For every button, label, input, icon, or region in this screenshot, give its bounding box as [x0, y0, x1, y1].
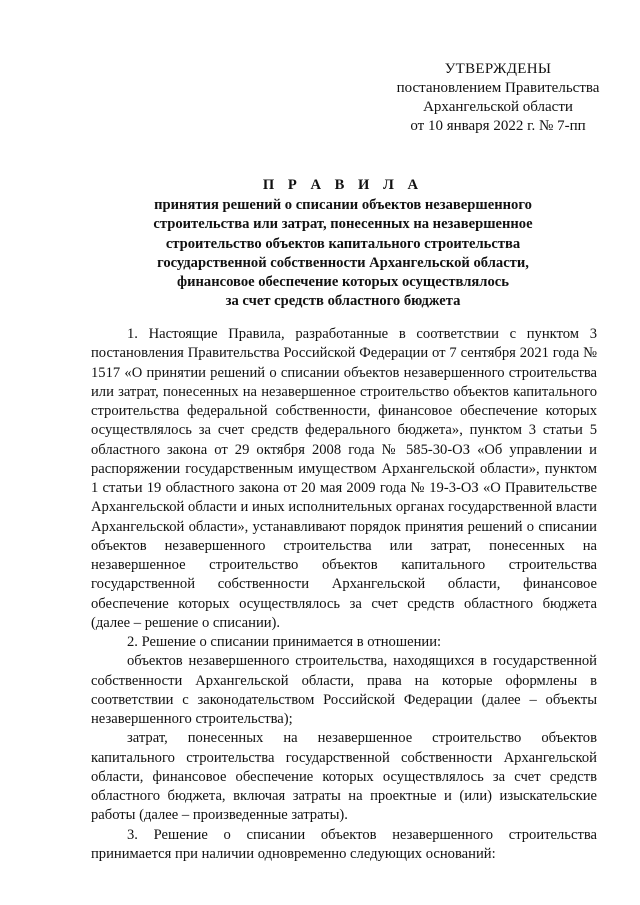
title-line: финансовое обеспечение которых осуществлялось [177, 274, 509, 291]
title-line: за счет средств областного бюджета [225, 293, 461, 310]
title-line: строительства или затрат, понесенных на незавершенное [153, 216, 533, 233]
document-body [91, 325, 597, 864]
title-heading: П Р А В И Л А [262, 177, 424, 193]
title-line: принятия решений о списании объектов незавершенного [154, 197, 532, 214]
paragraph-1: 1. Настоящие Правила, разработанные в соответствии с пунктом 3 постановления Правительства Российской Федерации от 7 сентября 2021 года № 1517 «О принятии решений о списании объектов незавершенного строительства или затрат, понесенных на незавершенное строительство объектов капитального строительства федеральной собственности, финансовое обеспечение которых осуществлялось за счет средств федерального бюджета», пунктом 3 статьи 5 областного закона от 29 октября 2008 года № 585-30-ОЗ «Об управлении и распоряжении государственным имуществом Архангельской области», пунктом 1 статьи 19 областного закона от 20 мая 2009 года № 19-3-ОЗ «О Правительстве Архангельской области и иных исполнительных органах государственной власти Архангельской области», устанавливают порядок принятия решений о списании объектов незавершенного строительства или затрат, понесенных на незавершенное строительство объектов капитального строительства государственной собственности Архангельской области, финансовое обеспечение которых осуществлялось за счет средств областного бюджета (далее – решение о списании). [91, 326, 597, 631]
paragraph-3: 3. Решение о списании объектов незавершенного строительства принимается при наличии одновременно следующих оснований: [91, 826, 597, 862]
approval-line-date: от 10 января 2022 г. № 7-пп [410, 118, 586, 134]
title-line: строительство объектов капитального строительства [165, 235, 521, 252]
document-title [86, 176, 600, 311]
approval-line-resolution: постановлением Правительства [396, 80, 600, 96]
title-line: государственной собственности Архангельской области, [157, 254, 529, 271]
paragraph-2: 2. Решение о списании принимается в отношении: [127, 634, 442, 650]
approval-title: УТВЕРЖДЕНЫ [444, 61, 552, 77]
approval-line-region: Архангельской области [423, 99, 573, 115]
paragraph-2-item-objects: объектов незавершенного строительства, находящихся в государственной собственности Архангельской области, права на которые оформлены в соответствии с законодательством Российской Федерации (далее – объекты незавершенного строительства); [91, 653, 597, 727]
paragraph-2-item-costs: затрат, понесенных на незавершенное строительство объектов капитального строительства государственной собственности Архангельской области, финансовое обеспечение которых осуществлялось за счет средств областного бюджета, включая затраты на проектные и (или) изыскательские работы (далее – произведенные затраты). [91, 730, 597, 824]
approval-stamp [378, 60, 618, 136]
